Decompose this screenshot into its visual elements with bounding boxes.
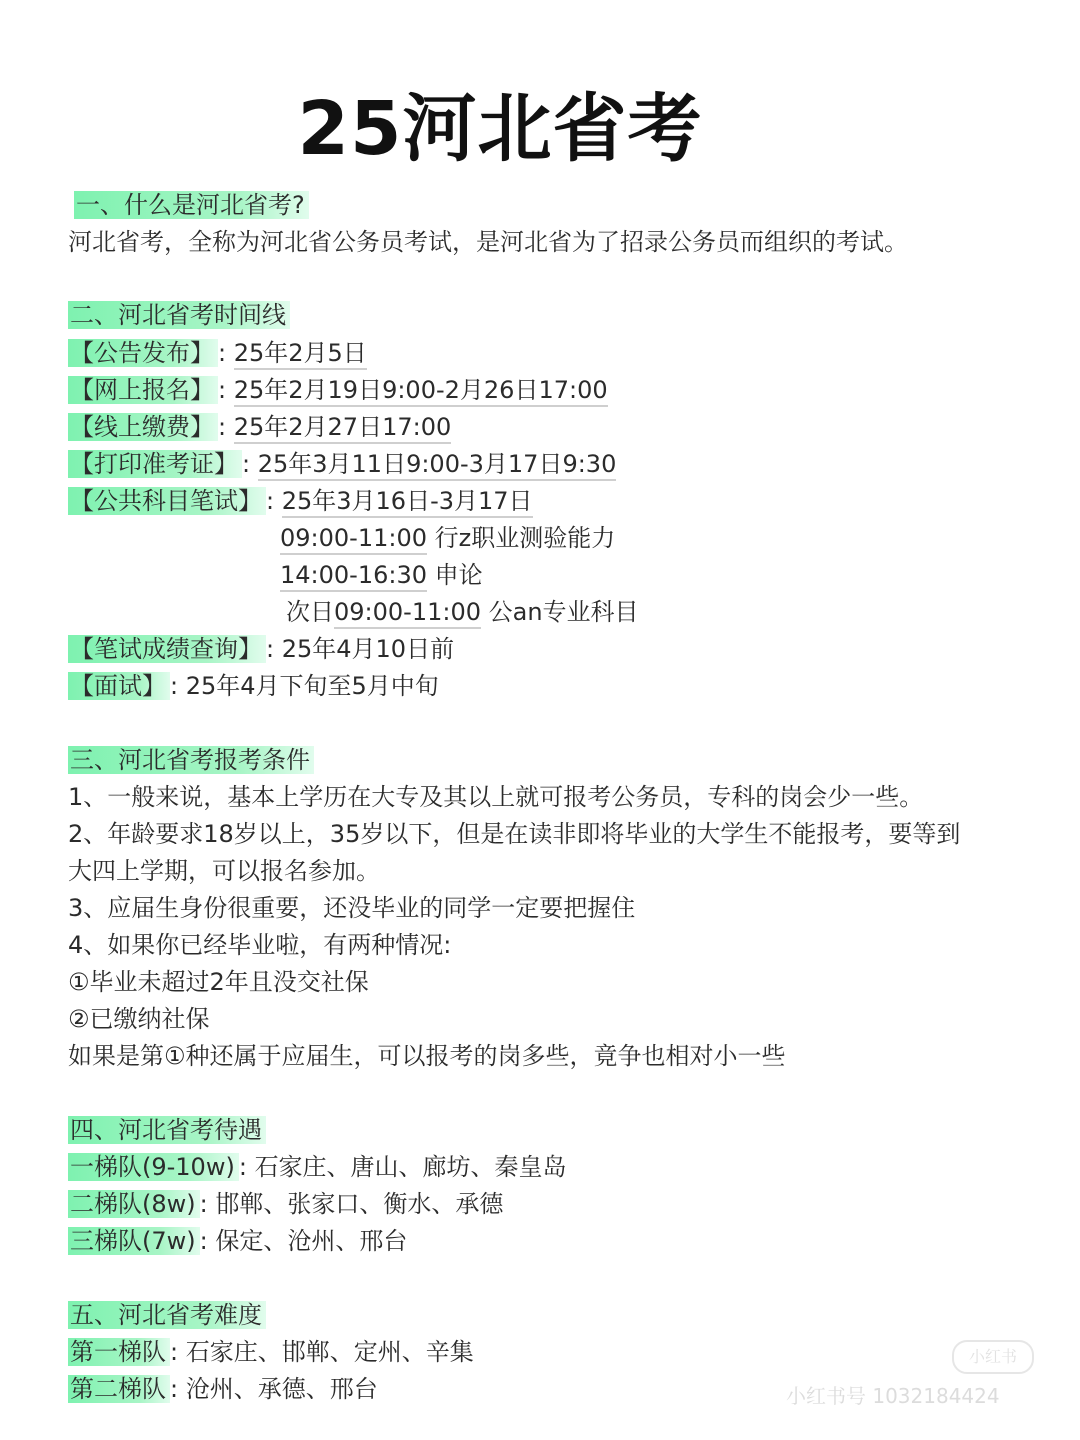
salary-tier-cities: 保定、沧州、邢台 — [215, 1227, 408, 1255]
salary-tier-label: 二梯队(8w) — [68, 1190, 200, 1218]
salary-tier-sep: : — [199, 1190, 208, 1218]
timeline-sep: : — [266, 635, 275, 663]
exam-session-time: 09:00-11:00 — [334, 598, 481, 629]
section-heading-text: 一、什么是河北省考? — [74, 191, 309, 219]
timeline-label: 【网上报名】 — [68, 376, 218, 404]
timeline-sep: : — [266, 487, 275, 515]
difficulty-tier-label: 第一梯队 — [68, 1338, 170, 1366]
salary-tier — [68, 1224, 407, 1258]
timeline-value: 25年2月5日 — [234, 339, 367, 370]
timeline-label: 【笔试成绩查询】 — [68, 635, 266, 663]
difficulty-tier-cities: 沧州、承德、邢台 — [185, 1375, 378, 1403]
salary-tier-cities: 邯郸、张家口、衡水、承德 — [215, 1190, 504, 1218]
section-heading-text: 五、河北省考难度 — [68, 1301, 266, 1329]
timeline-label: 【公共科目笔试】 — [68, 487, 266, 515]
salary-tier-sep: : — [199, 1227, 208, 1255]
timeline-item — [68, 447, 616, 481]
timeline-sep: : — [218, 413, 227, 441]
exam-session-prefix: 次日 — [286, 598, 334, 626]
salary-tier — [68, 1150, 567, 1184]
timeline-item — [68, 669, 439, 703]
salary-tier — [68, 1187, 503, 1221]
section-heading-4 — [68, 1113, 266, 1147]
page-title: 25河北省考 — [297, 86, 703, 172]
salary-tier-sep: : — [238, 1153, 247, 1181]
exam-session-subject: 公an专业科目 — [488, 598, 639, 626]
exam-session-subject: 行z职业测验能力 — [434, 524, 616, 552]
salary-tier-label: 三梯队(7w) — [68, 1227, 200, 1255]
timeline-label: 【线上缴费】 — [68, 413, 218, 441]
timeline-value: 25年2月19日9:00-2月26日17:00 — [234, 376, 608, 407]
timeline-item — [68, 336, 367, 370]
condition-line: 3、应届生身份很重要，还没毕业的同学一定要把握住 — [68, 894, 636, 922]
difficulty-tier — [68, 1372, 378, 1406]
timeline-value: 25年2月27日17:00 — [234, 413, 452, 444]
condition-line: 2、年龄要求18岁以上，35岁以下，但是在读非即将毕业的大学生不能报考，要等到 — [68, 820, 961, 848]
condition-line: 1、一般来说，基本上学历在大专及其以上就可报考公务员，专科的岗会少一些。 — [68, 783, 924, 811]
condition-line: 4、如果你已经毕业啦，有两种情况: — [68, 931, 452, 959]
exam-session — [280, 558, 483, 592]
exam-session — [286, 595, 639, 629]
section-heading-text: 四、河北省考待遇 — [68, 1116, 266, 1144]
timeline-label: 【面试】 — [68, 672, 170, 700]
timeline-sep: : — [170, 672, 179, 700]
timeline-item — [68, 632, 454, 666]
timeline-value: 25年3月11日9:00-3月17日9:30 — [258, 450, 617, 481]
watermark-id: 小红书号 1032184424 — [786, 1384, 1000, 1408]
condition-line: ②已缴纳社保 — [68, 1005, 210, 1033]
timeline-sep: : — [218, 339, 227, 367]
timeline-sep: : — [218, 376, 227, 404]
watermark-logo: 小红书 — [952, 1340, 1034, 1374]
exam-session-time: 09:00-11:00 — [280, 524, 427, 555]
timeline-item — [68, 410, 451, 444]
section-heading-1 — [74, 188, 309, 222]
difficulty-tier-sep: : — [170, 1338, 179, 1366]
condition-line: 大四上学期，可以报名参加。 — [68, 857, 380, 885]
exam-session-subject: 申论 — [434, 561, 483, 589]
timeline-sep: : — [242, 450, 251, 478]
timeline-label: 【打印准考证】 — [68, 450, 242, 478]
timeline-value: 25年3月16日-3月17日 — [282, 487, 533, 518]
salary-tier-label: 一梯队(9-10w) — [68, 1153, 239, 1181]
section-heading-5 — [68, 1298, 266, 1332]
condition-line: 如果是第①种还属于应届生，可以报考的岗多些，竟争也相对小一些 — [68, 1042, 786, 1070]
difficulty-tier — [68, 1335, 474, 1369]
section-heading-2 — [68, 298, 290, 332]
timeline-item — [68, 484, 533, 518]
section-heading-3 — [68, 743, 314, 777]
exam-session-time: 14:00-16:30 — [280, 561, 427, 592]
difficulty-tier-cities: 石家庄、邯郸、定州、辛集 — [185, 1338, 474, 1366]
timeline-value: 25年4月下旬至5月中旬 — [185, 672, 439, 700]
timeline-label: 【公告发布】 — [68, 339, 218, 367]
difficulty-tier-label: 第二梯队 — [68, 1375, 170, 1403]
condition-line: ①毕业未超过2年且没交社保 — [68, 968, 369, 996]
section-heading-text: 三、河北省考报考条件 — [68, 746, 314, 774]
exam-session — [280, 521, 615, 555]
section-1-body: 河北省考，全称为河北省公务员考试，是河北省为了招录公务员而组织的考试。 — [68, 228, 908, 256]
timeline-item — [68, 373, 608, 407]
timeline-value: 25年4月10日前 — [281, 635, 455, 663]
difficulty-tier-sep: : — [170, 1375, 179, 1403]
section-heading-text: 二、河北省考时间线 — [68, 301, 290, 329]
salary-tier-cities: 石家庄、唐山、廊坊、秦皇岛 — [254, 1153, 567, 1181]
